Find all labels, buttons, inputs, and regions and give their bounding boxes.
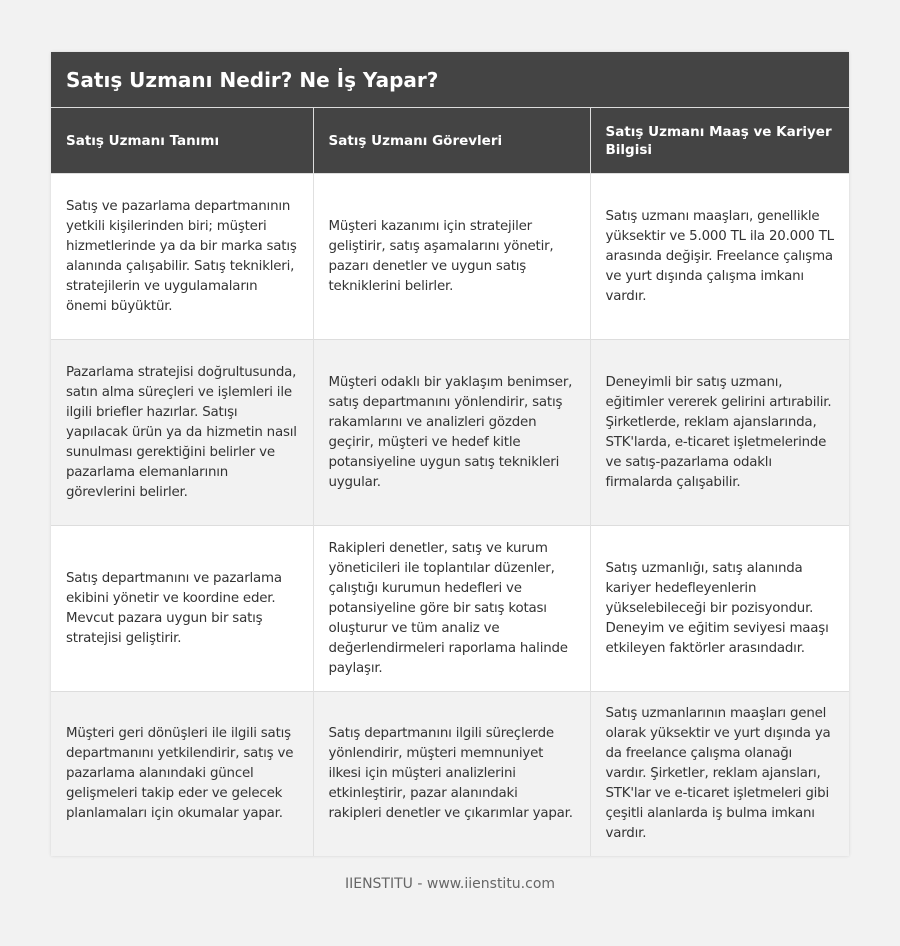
column-header: Satış Uzmanı Görevleri [313,108,590,174]
table-title: Satış Uzmanı Nedir? Ne İş Yapar? [51,52,849,108]
table-cell: Satış uzmanlarının maaşları genel olarak yüksektir ve yurt dışında ya da freelance çalışma olanağı vardır. Şirketler, reklam ajansları, STK'lar ve e-ticaret işletmeleri gibi çeşitli alanlarda iş bulma imkanı vardır. [590,692,849,857]
table-cell: Satış departmanını ve pazarlama ekibini yönetir ve koordine eder. Mevcut pazara uygun bir satış stratejisi geliştirir. [51,526,313,692]
column-header: Satış Uzmanı Tanımı [51,108,313,174]
table-row [51,526,849,692]
table-cell: Deneyimli bir satış uzmanı, eğitimler vererek gelirini artırabilir. Şirketlerde, reklam ajanslarında, STK'larda, e-ticaret işletmelerinde ve satış-pazarlama odaklı firmalarda çalışabilir. [590,340,849,526]
table-row [51,174,849,340]
footer-credit: IIENSTITU - www.iienstitu.com [344,876,556,892]
table-cell: Satış ve pazarlama departmanının yetkili kişilerinden biri; müşteri hizmetlerinde ya da bir marka satış alanında çalışabilir. Satış teknikleri, stratejilerin ve uygulamaların önemi büyüktür. [51,174,313,340]
table-row [51,692,849,857]
header-row [51,108,849,174]
table-cell: Satış uzmanlığı, satış alanında kariyer hedefleyenlerin yükselebileceği bir pozisyondur. Deneyim ve eğitim seviyesi maaşı etkileyen faktörler arasındadır. [590,526,849,692]
table-cell: Müşteri kazanımı için stratejiler geliştirir, satış aşamalarını yönetir, pazarı denetler ve uygun satış tekniklerini belirler. [313,174,590,340]
table-cell: Müşteri geri dönüşleri ile ilgili satış departmanını yetkilendirir, satış ve pazarlama alanındaki güncel gelişmeleri takip eder ve gelecek planlamaları için okumalar yapar. [51,692,313,857]
table-row [51,340,849,526]
table-cell: Satış departmanını ilgili süreçlerde yönlendirir, müşteri memnuniyet ilkesi için müşteri analizlerini etkinleştirir, pazar alanındaki rakipleri denetler ve çıkarımlar yapar. [313,692,590,857]
table-cell: Rakipleri denetler, satış ve kurum yöneticileri ile toplantılar düzenler, çalıştığı kurumun hedefleri ve potansiyeline göre bir satış kotası oluşturur ve tüm analiz ve değerlendirmeleri raporlama halinde paylaşır. [313,526,590,692]
info-table-card [51,52,849,856]
info-table [51,108,849,856]
table-cell: Satış uzmanı maaşları, genellikle yüksektir ve 5.000 TL ila 20.000 TL arasında değişir. Freelance çalışma ve yurt dışında çalışma imkanı vardır. [590,174,849,340]
column-header: Satış Uzmanı Maaş ve Kariyer Bilgisi [590,108,849,174]
table-cell: Pazarlama stratejisi doğrultusunda, satın alma süreçleri ve işlemleri ile ilgili briefler hazırlar. Satışı yapılacak ürün ya da hizmetin nasıl sunulması gerektiğini belirler ve pazarlama elemanlarının görevlerini belirler. [51,340,313,526]
table-cell: Müşteri odaklı bir yaklaşım benimser, satış departmanını yönlendirir, satış rakamlarını ve analizleri gözden geçirir, müşteri ve hedef kitle potansiyeline uygun satış teknikleri uygular. [313,340,590,526]
